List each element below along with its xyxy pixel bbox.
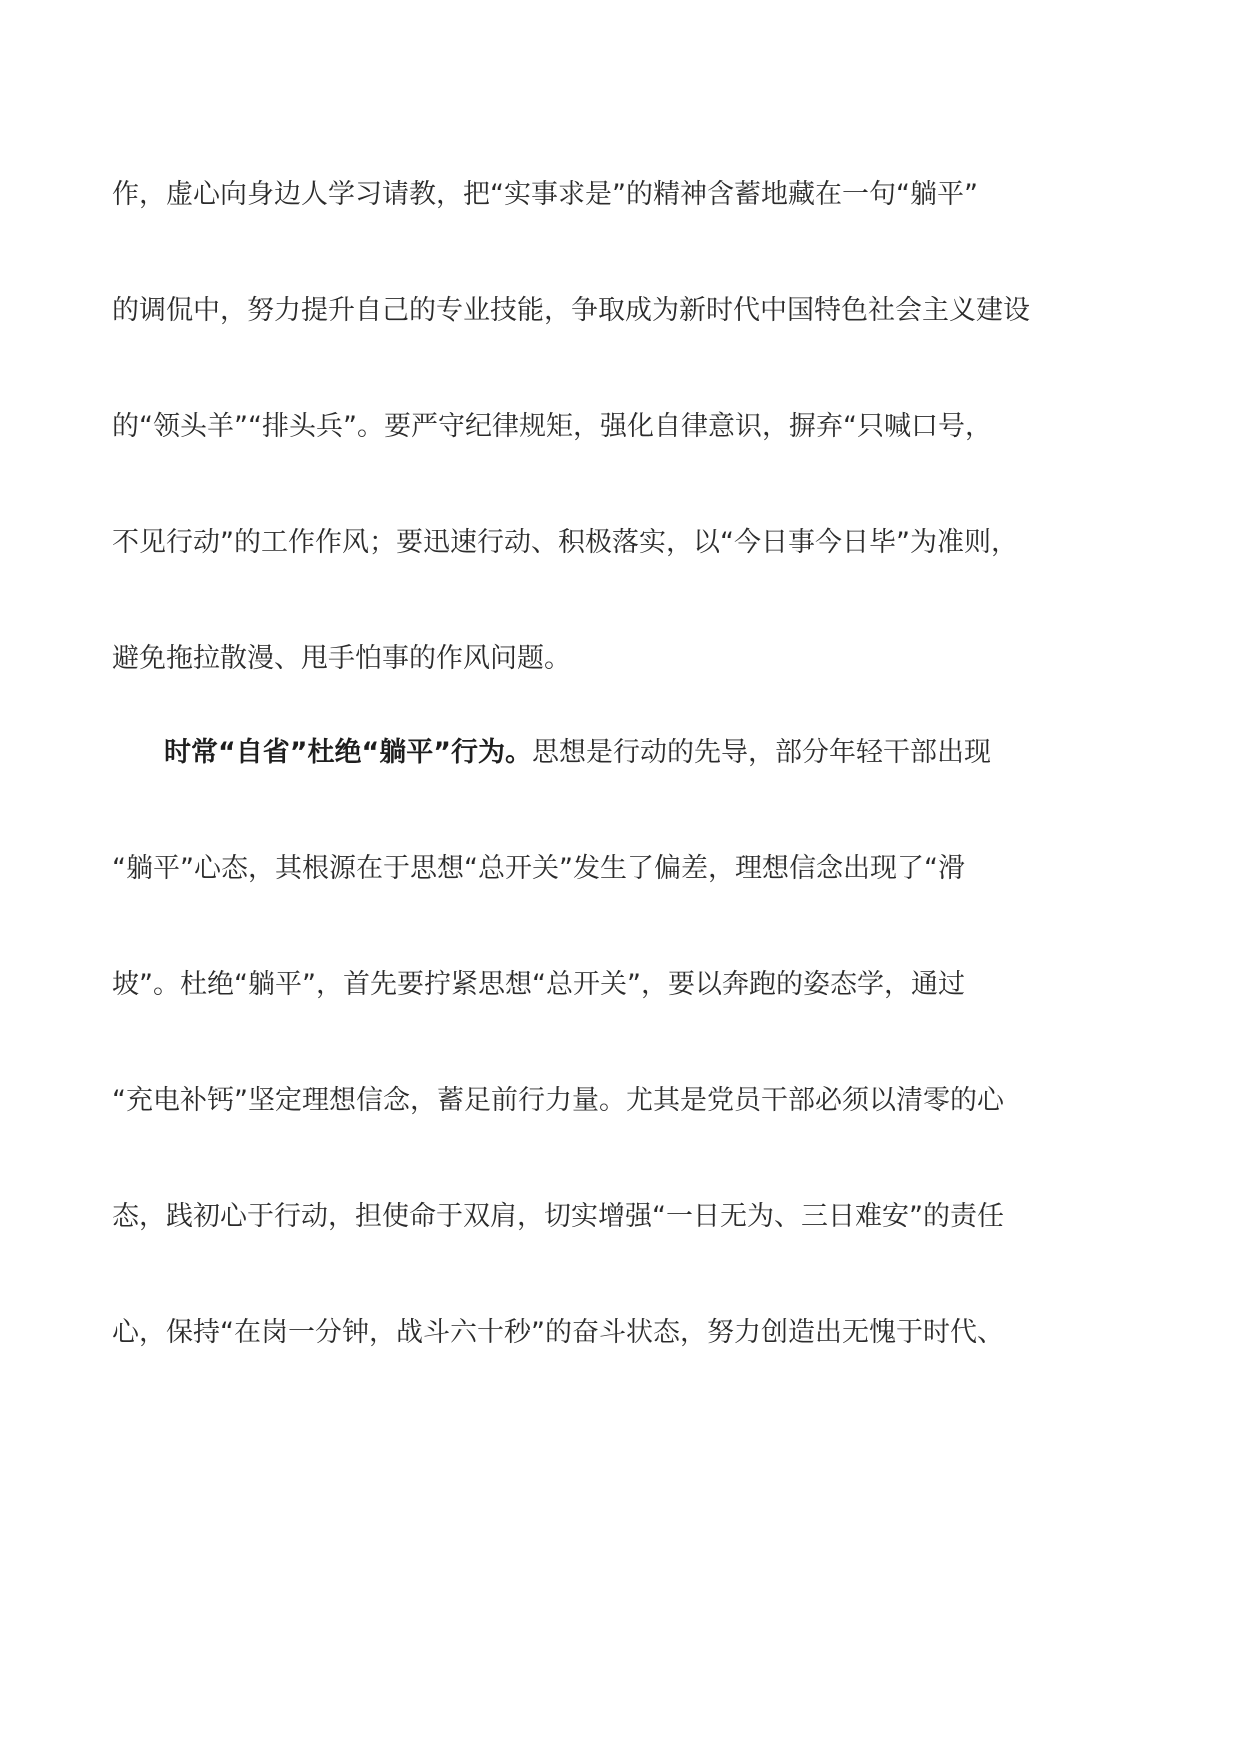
text-line: 坡”。杜绝“躺平”，首先要拧紧思想“总开关”，要以奔跑的姿态学，通过 (112, 969, 965, 1000)
text-line: 不见行动”的工作作风；要迅速行动、积极落实，以“今日事今日毕”为准则， (112, 527, 1018, 558)
paragraph-first-line (164, 733, 991, 773)
text-line: 作，虚心向身边人学习请教，把“实事求是”的精神含蓄地藏在一句“躺平” (112, 179, 978, 210)
text-line: 避免拖拉散漫、甩手怕事的作风问题。 (112, 643, 571, 674)
text-line: “充电补钙”坚定理想信念，蓄足前行力量。尤其是党员干部必须以清零的心 (112, 1085, 1004, 1116)
paragraph-text: 思想是行动的先导，部分年轻干部出现 (531, 737, 991, 768)
text-line: “躺平”心态，其根源在于思想“总开关”发生了偏差，理想信念出现了“滑 (112, 853, 965, 884)
text-line: 心，保持“在岗一分钟，战斗六十秒”的奋斗状态，努力创造出无愧于时代、 (112, 1317, 1004, 1348)
text-line: 态，践初心于行动，担使命于双肩，切实增强“一日无为、三日难安”的责任 (112, 1201, 1004, 1232)
text-line: 的“领头羊”“排头兵”。要严守纪律规矩，强化自律意识，摒弃“只喊口号， (112, 411, 992, 442)
text-line: 的调侃中，努力提升自己的专业技能，争取成为新时代中国特色社会主义建设 (112, 295, 1030, 326)
paragraph-heading: 时常“自省”杜绝“躺平”行为。 (164, 737, 532, 768)
